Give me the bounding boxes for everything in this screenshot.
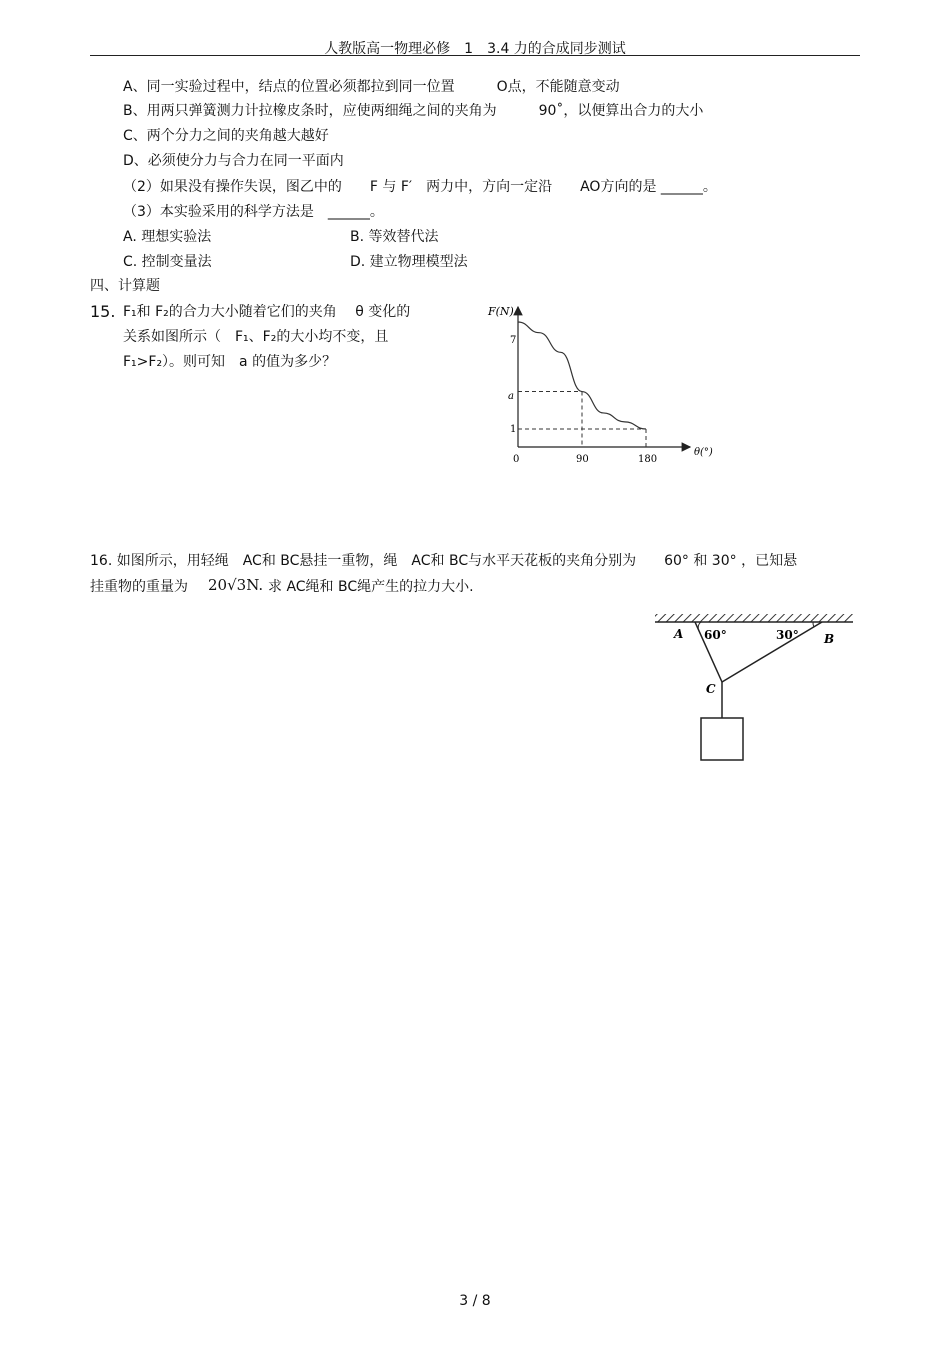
question-15-number: 15. bbox=[90, 302, 116, 321]
y-tick-a: a bbox=[508, 391, 514, 402]
x-axis-label: θ(°) bbox=[694, 447, 713, 458]
force-angle-chart bbox=[480, 295, 720, 470]
question-15-line1: F₁和 F₂的合力大小随着它们的夹角 θ 变化的 bbox=[123, 304, 411, 320]
label-b: B bbox=[824, 632, 835, 646]
header-rule bbox=[90, 55, 860, 56]
label-c: C bbox=[706, 682, 716, 696]
rope-bc bbox=[722, 622, 822, 682]
question-16-line1: 16. 如图所示，用轻绳 AC和 BC悬挂一重物，绳 AC和 BC与水平天花板的夹角分别为 60° 和 30° ，已知悬 bbox=[90, 553, 798, 569]
option-b: B、用两只弹簧测力计拉橡皮条时，应使两细绳之间的夹角为 90˚，以便算出合力的大小 bbox=[123, 103, 704, 119]
section-heading: 四、计算题 bbox=[90, 278, 160, 294]
ceiling bbox=[655, 614, 853, 622]
hanging-weight-diagram bbox=[650, 612, 860, 772]
x-tick-0: 0 bbox=[513, 454, 520, 465]
question-15-line2: 关系如图所示（ F₁、F₂的大小均不变，且 bbox=[123, 329, 389, 345]
method-option-b: B. 等效替代法 bbox=[350, 229, 439, 245]
question-15-line3: F₁>F₂）。则可知 a 的值为多少？ bbox=[123, 354, 337, 370]
method-option-c: C. 控制变量法 bbox=[123, 254, 212, 270]
page-header: 人教版高一物理必修 1 3.4 力的合成同步测试 bbox=[324, 41, 626, 57]
page-number: 3 / 8 bbox=[459, 1293, 491, 1309]
method-option-d: D. 建立物理模型法 bbox=[350, 254, 468, 270]
angle-arc-a bbox=[698, 622, 701, 631]
angle-label-a: 60° bbox=[704, 628, 727, 642]
y-tick-1: 1 bbox=[510, 424, 517, 435]
option-a: A、同一实验过程中，结点的位置必须都拉到同一位置 O点，不能随意变动 bbox=[123, 79, 620, 95]
x-tick-90: 90 bbox=[576, 454, 589, 465]
option-c: C、两个分力之间的夹角越大越好 bbox=[123, 128, 329, 144]
label-a: A bbox=[674, 627, 684, 641]
question-16-line2a: 挂重物的重量为 bbox=[90, 579, 188, 595]
y-tick-7: 7 bbox=[510, 335, 517, 346]
x-tick-180: 180 bbox=[638, 454, 658, 465]
weight-box bbox=[701, 718, 743, 760]
option-d: D、必须使分力与合力在同一平面内 bbox=[123, 153, 344, 169]
angle-label-b: 30° bbox=[776, 628, 799, 642]
sub-question-2: （2）如果没有操作失误，图乙中的 F 与 F′ 两力中，方向一定沿 AO方向的是 ______。 bbox=[123, 179, 717, 195]
sub-question-3: （3）本实验采用的科学方法是 ______。 bbox=[123, 204, 384, 220]
weight-value: 20√3N. bbox=[208, 576, 264, 594]
method-option-a: A. 理想实验法 bbox=[123, 229, 212, 245]
question-16-line2b: 求 AC绳和 BC绳产生的拉力大小. bbox=[268, 579, 474, 595]
y-axis-label: F(N) bbox=[488, 305, 514, 318]
